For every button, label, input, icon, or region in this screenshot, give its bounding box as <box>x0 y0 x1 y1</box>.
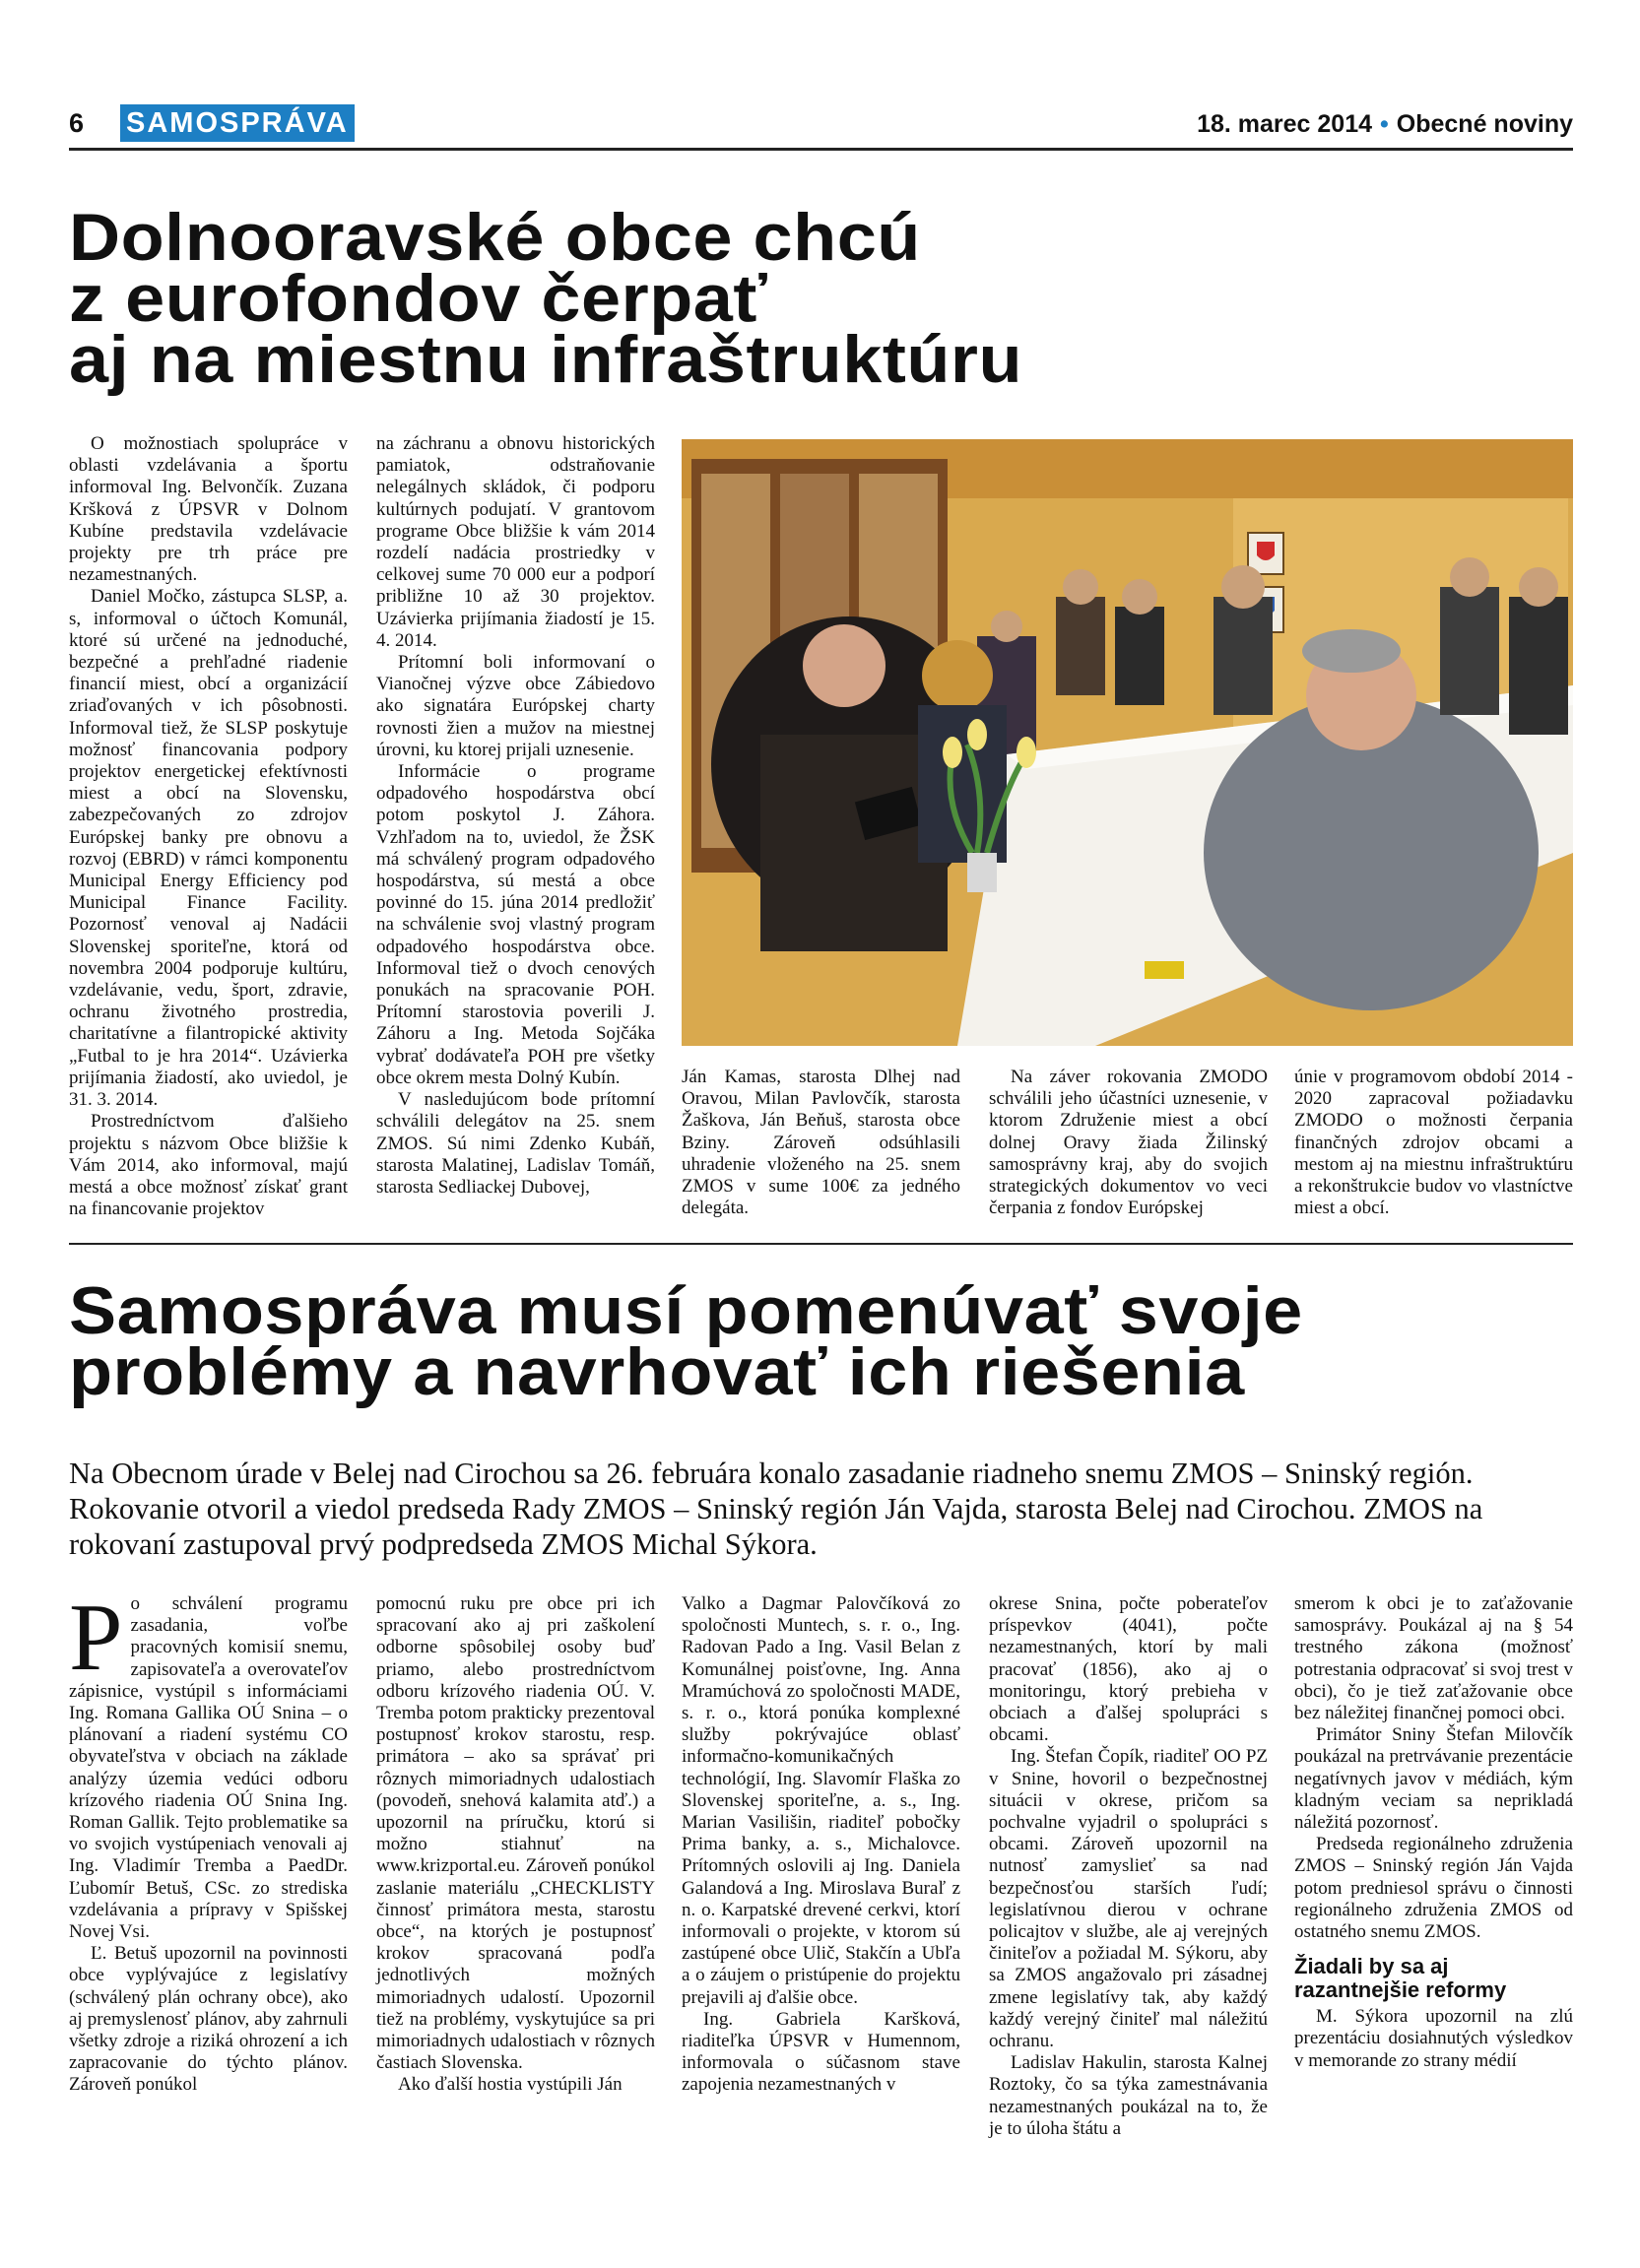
paragraph: Prítomní boli informovaní o Vianočnej výzve obce Zábiedovo ako signatára Európskej charty rovnosti žien a mužov na miestnej úrovni, ku ktorej prijali uznesenie. <box>376 652 655 760</box>
paragraph: Prostredníctvom ďalšieho projektu s názvom Obce bližšie k Vám 2014, ako informoval, majú mestá a obce možnosť získať grant na financovanie projektov <box>69 1111 348 1220</box>
title-line: problémy a navrhovať ich riešenia <box>69 1334 1245 1409</box>
paragraph: na záchranu a obnovu historických pamiatok, odstraňovanie nelegálnych skládok, či podporu kultúrnych podujatí. V grantovom programe Obce bližšie k vám 2014 rozdelí nadácia prostriedky v celkovej sume 70 000 eur a podporí približne 10 až 30 projektov. Uzávierka prijímania žiadostí je 15. 4. 2014. <box>376 433 655 651</box>
paragraph: únie v programovom období 2014 - 2020 zapracoval požiadavku ZMODO o možnosti čerpania finančných zdrojov obcami a mestom aj na miestnu infraštruktúru a rekonštrukcie budov vo vlastníctve miest a obcí. <box>1294 1067 1573 1219</box>
paragraph: Ing. Štefan Čopík, riaditeľ OO PZ v Snine, hovoril o bezpečnostnej situácii v okrese, pričom sa pochvalne vyjadril o spolupráci s obcami. Zároveň upozornil na nutnosť zamyslieť sa nad bezpečnosťou starších ľudí; legislatívnou dierou v ochrane policajtov v službe, ale aj verejných činiteľov a požiadal M. Sýkoru, aby sa ZMOS angažovalo pri zásadnej zmene legislatívy tak, aby každý každý verejný činiteľ mal náležitú ochranu. <box>989 1746 1268 2052</box>
paragraph: V nasledujúcom bode prítomní schválili delegátov na 25. snem ZMOS. Sú nimi Zdenko Kubáň, starosta Malatinej, Ladislav Tomáň, starosta Sedliackej Dubovej, <box>376 1089 655 1198</box>
paragraph: smerom k obci je to zaťažovanie samosprávy. Poukázal aj na § 54 trestného zákona (možnosť potrestania odpracovať si svoj trest v obci), čo je tiež zaťažovanie obce bez náležitej finančnej pomoci obci. <box>1294 1593 1573 1724</box>
paragraph: Ako ďalší hostia vystúpili Ján <box>398 2074 623 2096</box>
paragraph: Ladislav Hakulin, starosta Kalnej Roztoky, čo sa týka zamestnávania nezamestnaných poukázal na to, že je to úloha štátu a <box>989 2052 1268 2139</box>
article2-title <box>69 1273 1303 1409</box>
paragraph: okrese Snina, počte poberateľov príspevkov (4041), počte nezamestnaných, ktorí by mali pracovať (1856), ako aj o monitoringu, ktorý prebieha v obciach a ďalšej spolupráci s obcami. <box>989 1593 1268 1746</box>
separator: • <box>1380 110 1389 138</box>
meeting-photo-illustration <box>682 439 1573 1046</box>
article2-column-4 <box>989 1593 1268 2140</box>
paragraph <box>69 1585 348 1943</box>
issue-date: 18. marec 2014 <box>1197 110 1373 138</box>
title-line: aj na miestnu infraštruktúru <box>69 322 1023 397</box>
paragraph: pomocnú ruku pre obce pri ich spracovaní ako aj pri zaškolení odborne spôsobilej osoby buď priamo, alebo prostredníctvom odboru krízového riadenia OÚ. V. Tremba potom prakticky prezentoval postupnosť krokov starostu, resp. primátora – ako sa správať pri rôznych mimoriadnych udalostiach (povodeň, snehová kalamita atď.) a upozornil na príručku, ktorú si možno stiahnuť na www.krizportal.eu. Zároveň ponúkol zaslanie materiálu „CHECKLISTY činnosť primátora mesta, starostu obce“, na ktorých je postupnosť krokov spracovaná podľa jednotlivých možných mimoriadnych udalostí. Upozornil tiež na problémy, vyskytujúce sa pri mimoriadnych udalostiach v rôznych častiach Slovenska. <box>376 1593 655 2074</box>
page-number: 6 <box>69 108 85 138</box>
paragraph: Ján Kamas, starosta Dlhej nad Oravou, Milan Pavlovčík, starosta Žaškova, Ján Beňuš, starosta obce Bziny. Zároveň odsúhlasili uhradenie vloženého na 25. snem ZMOS v sume 100€ za jedného delegáta. <box>682 1067 960 1219</box>
newspaper-name: Obecné noviny <box>1396 110 1573 138</box>
section-label: SAMOSPRÁVA <box>120 104 355 142</box>
article2-column-2 <box>376 1593 655 2097</box>
article1-column-5 <box>1294 1067 1573 1219</box>
article1-column-3 <box>682 1067 960 1219</box>
paragraph: Ing. Gabriela Karšková, riaditeľka ÚPSVR v Humennom, informovala o súčasnom stave zapojenia nezamestnaných v <box>682 2008 960 2096</box>
paragraph: Predseda regionálneho združenia ZMOS – Sninský región Ján Vajda potom predniesol správu o činnosti regionálneho združenia ZMOS od ostatného snemu ZMOS. <box>1294 1834 1573 1943</box>
paragraph: Na záver rokovania ZMODO schválili jeho účastníci uznesenie, v ktorom Združenie miest a obcí dolnej Oravy žiada Žilinský samosprávny kraj, aby do svojich strategických dokumentov vo veci čerpania z fondov Európskej <box>989 1067 1268 1219</box>
paragraph: Valko a Dagmar Palovčíková zo spoločnosti Muntech, s. r. o., Ing. Radovan Pado a Ing. Vasil Belan z Komunálnej poisťovne, Ing. Anna Mramúchová zo spoločnosti MADE, s. r. o., ktorá ponúka komplexné služby pokrývajúce oblasť informačno-komunikačných technológií, Ing. Slavomír Flaška zo Slovenskej sporiteľne, a. s., Ing. Marian Vasilišin, riaditeľ pobočky Prima banky, a. s., Michalovce. Prítomných oslovili aj Ing. Daniela Galandová a Ing. Miroslava Buraľ z n. o. Karpatské drevené cerkvi, ktorí informovali o projekte, v ktorom sú zastúpené obce Ulič, Stakčín a Ubľa a o záujem o pristúpenie do projektu prejavili aj ďalšie obce. <box>682 1593 960 2008</box>
drop-cap: P <box>69 1585 123 1691</box>
article2-column-5 <box>1294 1593 1573 2072</box>
article1-column-2 <box>376 433 655 1199</box>
dateline <box>1197 110 1573 139</box>
header-rule <box>69 148 1573 151</box>
paragraph: O možnostiach spolupráce v oblasti vzdelávania a športu informoval Ing. Belvončík. Zuzana Kršková z ÚPSVR v Dolnom Kubíne predstavila vzdelávacie projekty pre trh práce pre nezamestnaných. <box>69 433 348 586</box>
title-line: Samospráva musí pomenúvať svoje <box>69 1273 1303 1348</box>
page-header <box>69 104 1573 144</box>
article1-title <box>69 200 1023 397</box>
paragraph: Ľ. Betuš upozornil na povinnosti obce vyplývajúce z legislatívy (schválený plán ochrany obce), ako aj premyslenosť plánov, aby zahrnuli všetky zdroje a riziká ohrození a ich zapracovanie do týchto plánov. Zároveň ponúkol <box>69 1943 348 2096</box>
article2-column-1 <box>69 1585 348 2097</box>
paragraph: Informácie o programe odpadového hospodárstva obcí potom poskytol J. Záhora. Vzhľadom na to, uviedol, že ŽSK má schválený program odpadového hospodárstva, sú mestá a obce povinné do 15. júna 2014 predložiť na schválenie svoj vlastný program odpadového hospodárstva obce. Informoval tiež o dvoch cenových ponukách na spracovanie POH. Prítomní starostovia poverili J. Záhoru a Ing. Metoda Sojčáka vybrať dodávateľa POH pre všetky obce okrem mesta Dolný Kubín. <box>376 761 655 1088</box>
paragraph-text: o schválení programu zasadania, voľbe pracovných komisií snemu, zapisovateľa a overovateľov zápisnice, vystúpil s informáciami Ing. Romana Gallika OÚ Snina – o plánovaní a riadení systému CO obyvateľstva v obciach na základe analýzy územia vedúci odboru krízového riadenia OÚ Snina Ing. Roman Gallik. Tejto problematike sa vo svojich vystúpeniach venovali aj Ing. Vladimír Tremba a PaedDr. Ľubomír Betuš, CSc. zo strediska vzdelávania a prípravy v Spišskej Novej Vsi. <box>69 1593 348 1943</box>
article1-column-4 <box>989 1067 1268 1219</box>
article-divider <box>69 1243 1573 1245</box>
article2-column-3 <box>682 1593 960 2097</box>
meeting-photo <box>682 439 1573 1046</box>
article1-column-1 <box>69 433 348 1220</box>
title-line: Dolnooravské obce chcú <box>69 200 921 275</box>
paragraph: Daniel Močko, zástupca SLSP, a. s, informoval o účtoch Komunál, ktoré sú určené na jednoduché, bezpečné a prehľadné riadenie financií miest, obcí a organizácií zriaďovaných v ich pôsobnosti. Informoval tiež, že SLSP poskytuje možnosť financovania podpory projektov energetickej efektívnosti miest a obcí na Slovensku, zabezpečovaných zo zdrojov Európskej banky pre obnovu a rozvoj (EBRD) v rámci komponentu Municipal Energy Efficiency pod Municipal Finance Facility. Pozornosť venoval aj Nadácii Slovenskej sporiteľne, ktorá od novembra 2004 podporuje kultúru, vzdelávanie, vedu, šport, zdravie, ochranu životného prostredia, charitatívne a filantropické aktivity „Futbal to je hra 2014“. Uzávierka prijímania žiadostí, ako uviedol, je 31. 3. 2014. <box>69 586 348 1111</box>
paragraph: M. Sýkora upozornil na zlú prezentáciu dosiahnutých výsledkov v memorande zo strany médií <box>1294 2006 1573 2071</box>
paragraph: Primátor Sniny Štefan Milovčík poukázal na pretrvávanie prezentácie negatívnych javov v médiách, kým kladným veciam sa neprikladá náležitá pozornosť. <box>1294 1724 1573 1834</box>
article2-lead: Na Obecnom úrade v Belej nad Cirochou sa 26. februára konalo zasadanie riadneho snemu ZMOS – Sninský región. Rokovanie otvoril a viedol predseda Rady ZMOS – Sninský región Ján Vajda, starosta Belej nad Cirochou. ZMOS na rokovaní zastupoval prvý podpredseda ZMOS Michal Sýkora. <box>69 1457 1483 1561</box>
subheading: Žiadali by sa aj razantnejšie reformy <box>1294 1954 1507 2003</box>
title-line: z eurofondov čerpať <box>69 261 768 336</box>
